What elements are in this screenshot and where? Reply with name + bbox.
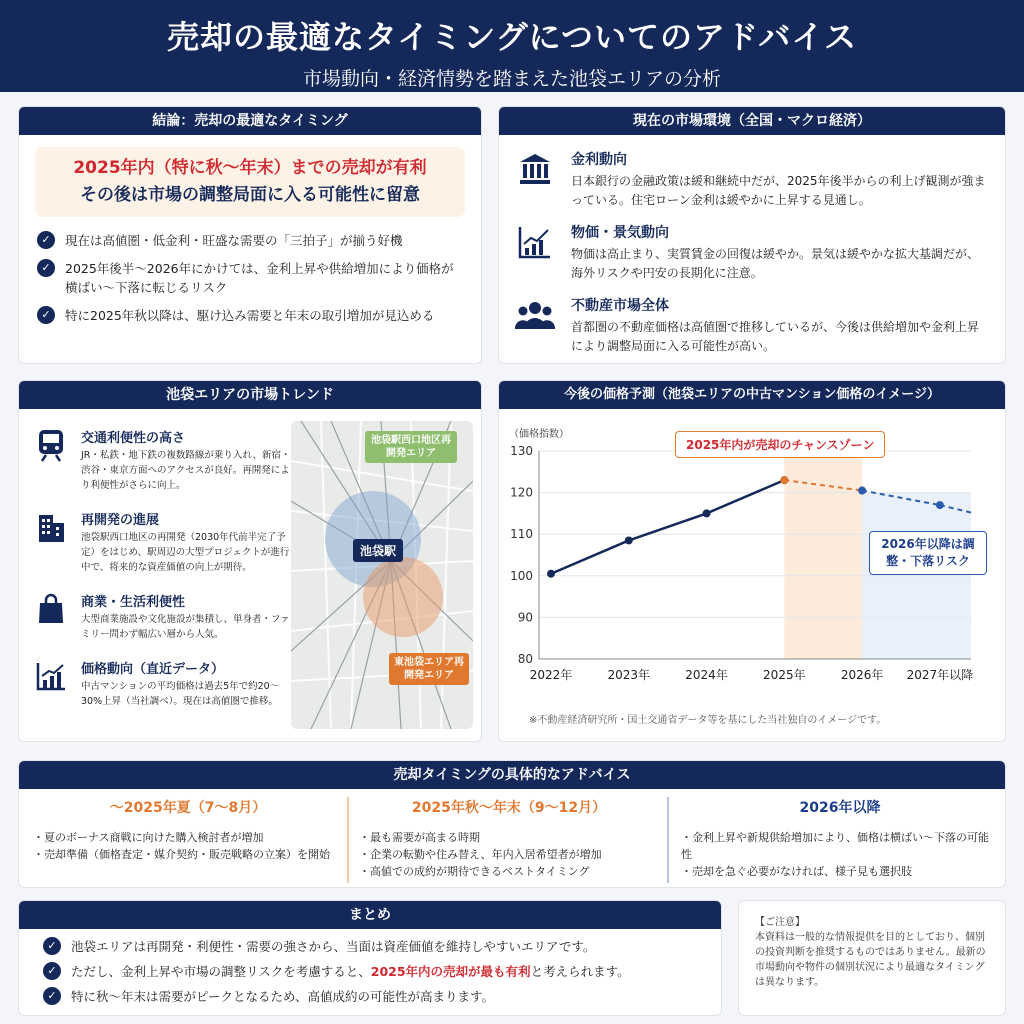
advice-heading: 売却タイミングの具体的なアドバイス: [19, 761, 1005, 789]
conclusion-point: ✓ 現在は高値圏・低金利・旺盛な需要の「三拍子」が揃う好機: [37, 231, 463, 250]
env-item-interest: [515, 149, 989, 210]
trend-card: [18, 380, 482, 742]
y-tick-label: 100: [510, 568, 533, 583]
conclusion-headline-2: その後は市場の調整局面に入る可能性に留意: [80, 185, 420, 205]
x-tick-label: 2027年以降: [906, 668, 974, 682]
train-icon: [33, 427, 69, 463]
advice-col-autumn: [359, 797, 659, 880]
y-tick-label: 110: [510, 527, 533, 542]
summary-point: ✓ 池袋エリアは再開発・利便性・需要の強さから、当面は資産価値を維持しやすいエリアです。: [43, 937, 697, 956]
check-icon: ✓: [37, 231, 55, 249]
y-tick-label: 120: [510, 485, 533, 500]
trend-item-title: 再開発の進展: [81, 513, 160, 528]
env-item-realestate: [515, 295, 989, 356]
env-item-prices: [515, 222, 989, 283]
summary-card: [18, 900, 722, 1016]
area-map: [291, 421, 473, 729]
map-label-east: 東池袋エリア再開発エリア: [389, 653, 469, 685]
conclusion-heading: 結論：売却の最適なタイミング: [19, 107, 481, 135]
price-chart-icon: [33, 658, 69, 694]
people-icon: [515, 295, 555, 335]
page-subtitle: 市場動向・経済情勢を踏まえた池袋エリアの分析: [302, 68, 721, 90]
environment-heading: 現在の市場環境（全国・マクロ経済）: [499, 107, 1005, 135]
check-icon: ✓: [43, 962, 61, 980]
advice-item: ・企業の転勤や住み替え、年内入居希望者が増加: [359, 848, 602, 861]
page-header: [0, 0, 1024, 92]
data-point: [858, 487, 866, 495]
env-item-text: 日本銀行の金融政策は緩和継続中だが、2025年後半からの利上げ観測が強まっている。住宅ローン金利は緩やかに上昇する見通し。: [571, 174, 986, 207]
advice-divider: [347, 797, 349, 883]
trend-heading: 池袋エリアの市場トレンド: [19, 381, 481, 409]
conclusion-point: ✓ 2025年後半〜2026年にかけては、金利上昇や供給増加により価格が横ばい〜下落に転じるリスク: [37, 259, 463, 297]
data-point: [780, 476, 788, 484]
check-icon: ✓: [43, 987, 61, 1005]
trend-item-text: JR・私鉄・地下鉄の複数路線が乗り入れ、新宿・渋谷・東京方面へのアクセスが良好。再開発により利便性がさらに向上。: [81, 450, 291, 491]
advice-item: ・金利上昇や新規供給増加により、価格は横ばい〜下落の可能性: [681, 831, 989, 861]
conclusion-highlight: [35, 147, 465, 217]
trend-item-text: 池袋駅西口地区の再開発（2030年代前半完了予定）をはじめ、駅周辺の大型プロジェクトが進行中で、将来的な資産価値の向上が期待。: [81, 532, 290, 573]
y-axis-label: （価格指数）: [509, 429, 569, 440]
env-item-title: 金利動向: [571, 152, 627, 168]
shopping-bag-icon: [33, 591, 69, 627]
conclusion-card: [18, 106, 482, 364]
x-tick-label: 2024年: [685, 668, 728, 682]
summary-point: ✓ ただし、金利上昇や市場の調整リスクを考慮すると、2025年内の売却が最も有利と考えられます。: [43, 962, 697, 981]
y-tick-label: 80: [517, 652, 533, 666]
chance-zone-callout: 2025年内が売却のチャンスゾーン: [675, 431, 885, 458]
advice-card: [18, 760, 1006, 888]
check-icon: ✓: [37, 306, 55, 324]
advice-item: ・売却を急ぐ必要がなければ、様子見も選択肢: [681, 865, 912, 878]
env-item-text: 首都圏の不動産価格は高値圏で推移しているが、今後は供給増加や金利上昇により調整局面に入る可能性が高い。: [571, 320, 980, 353]
conclusion-points: [19, 217, 481, 325]
x-tick-label: 2025年: [763, 668, 806, 682]
trend-item-text: 大型商業施設や文化施設が集積し、単身者・ファミリー問わず幅広い層から人気。: [81, 614, 290, 640]
x-tick-label: 2022年: [529, 668, 573, 682]
conclusion-headline-1: 2025年内（特に秋〜年末）までの売却が有利: [73, 158, 427, 178]
forecast-note: ※不動産経済研究所・国土交通省データ等を基にした当社独自のイメージです。: [529, 715, 887, 726]
building-icon: [33, 509, 69, 545]
growth-chart-icon: [515, 222, 555, 262]
caution-card: [738, 900, 1006, 1016]
trend-item-title: 商業・生活利便性: [81, 595, 186, 610]
advice-col-title: 2025年秋〜年末（9〜12月）: [411, 800, 607, 816]
env-item-text: 物価は高止まり、実質賃金の回復は緩やか。景気は緩やかな拡大基調だが、海外リスクや円安の長期化に注意。: [571, 247, 980, 280]
caution-title: 【ご注意】: [755, 917, 805, 928]
x-tick-label: 2026年: [840, 668, 884, 682]
summary-point: ✓ 特に秋〜年末は需要がピークとなるため、高値成約の可能性が高まります。: [43, 987, 697, 1006]
summary-heading: まとめ: [19, 901, 721, 929]
trend-item-commerce: [33, 591, 295, 642]
bank-icon: [515, 149, 555, 189]
data-point: [547, 570, 555, 578]
check-icon: ✓: [37, 259, 55, 277]
trend-item-transport: [33, 427, 295, 493]
map-label-west: 池袋駅西口地区再開発エリア: [365, 431, 457, 463]
trend-item-redevelopment: [33, 509, 295, 575]
caution-text: 本資料は一般的な情報提供を目的としており、個別の投資判断を推奨するものではありません。最新の市場動向や物件の個別状況により最適なタイミングは異なります。: [755, 932, 986, 988]
conclusion-point: ✓ 特に2025年秋以降は、駆け込み需要と年末の取引増加が見込める: [37, 306, 463, 325]
forecast-heading: 今後の価格予測（池袋エリアの中古マンション価格のイメージ）: [499, 381, 1005, 409]
data-point: [625, 536, 633, 544]
advice-item: ・最も需要が高まる時期: [359, 831, 480, 844]
check-icon: ✓: [43, 937, 61, 955]
advice-col-summer: [33, 797, 343, 863]
trend-item-price: [33, 658, 295, 709]
advice-item: ・売却準備（価格査定・媒介契約・販売戦略の立案）を開始: [33, 848, 330, 861]
advice-col-2026: [681, 797, 999, 880]
env-item-title: 不動産市場全体: [571, 298, 669, 314]
data-point: [703, 509, 711, 517]
map-label-station: 池袋駅: [353, 539, 403, 562]
advice-item: ・高値での成約が期待できるベストタイミング: [359, 865, 590, 878]
env-item-title: 物価・景気動向: [571, 225, 669, 241]
trend-item-title: 交通利便性の高さ: [81, 431, 186, 446]
advice-col-title: 〜2025年夏（7〜8月）: [109, 800, 267, 816]
advice-col-title: 2026年以降: [799, 800, 881, 816]
forecast-card: [498, 380, 1006, 742]
x-tick-label: 2023年: [607, 668, 651, 682]
page-title: 売却の最適なタイミングについてのアドバイス: [166, 18, 858, 56]
risk-callout: 2026年以降は調整・下落リスク: [869, 531, 987, 575]
y-tick-label: 130: [510, 444, 533, 458]
series-line: [551, 480, 784, 574]
advice-divider: [667, 797, 669, 883]
environment-card: [498, 106, 1006, 364]
y-tick-label: 90: [517, 610, 533, 625]
trend-item-title: 価格動向（直近データ）: [81, 662, 225, 677]
advice-item: ・夏のボーナス商戦に向けた購入検討者が増加: [33, 831, 264, 844]
trend-item-text: 中古マンションの平均価格は過去5年で約20〜30%上昇（当社調べ）。現在は高値圏で推移。: [81, 681, 280, 707]
